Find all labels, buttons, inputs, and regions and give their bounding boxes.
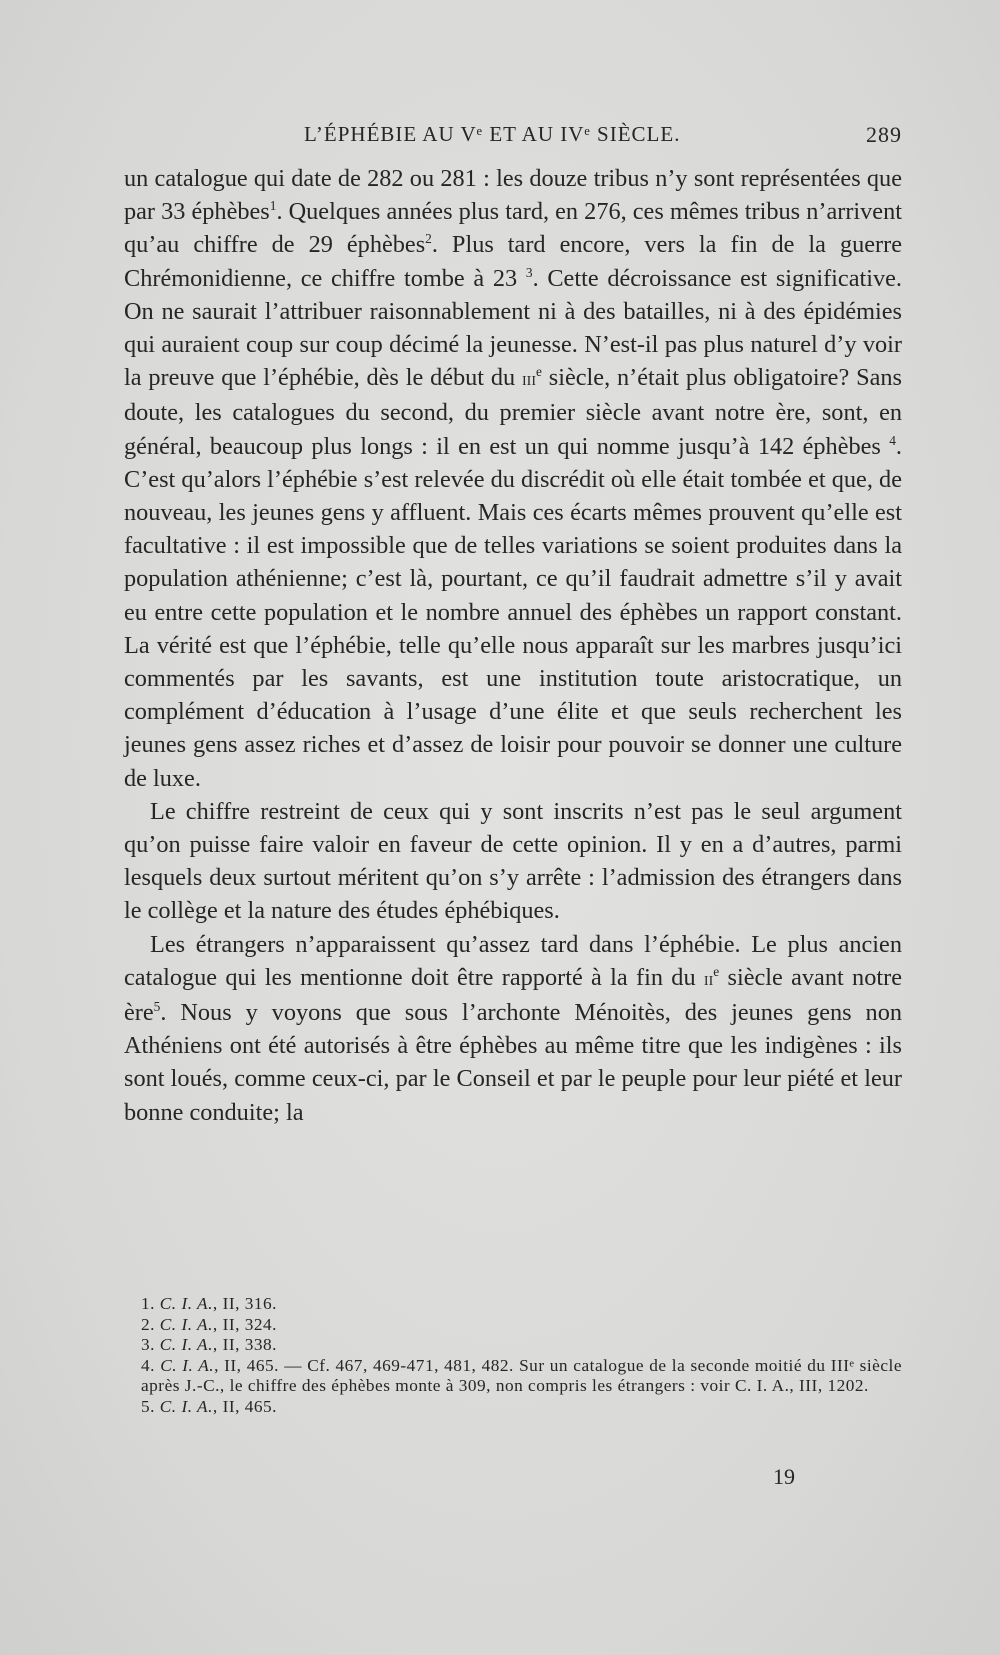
paragraph (124, 162, 902, 795)
footnote-marker: 4 (889, 432, 896, 448)
footnote-text: , II, 465. (212, 1396, 277, 1416)
footnote-reference: C. I. A. (159, 1294, 213, 1313)
footnote-marker: 5 (153, 998, 161, 1014)
footnote-number: 3. (141, 1335, 160, 1355)
footnote-marker: e (536, 364, 542, 380)
footnote-marker: e (713, 963, 720, 979)
footnote-text: , II, 316. (212, 1294, 277, 1313)
page-number: 289 (866, 122, 902, 147)
footnote-text: , II, 338. (212, 1335, 277, 1355)
printer-signature-mark: 19 (773, 1464, 795, 1489)
footnote-reference: C. I. A. (159, 1335, 213, 1355)
footnote-number: 2. (141, 1314, 160, 1334)
footnote-reference: C. I. A. (159, 1314, 213, 1334)
footnote-number: 5. (141, 1396, 160, 1416)
main-text (124, 162, 902, 1129)
footnote (124, 1335, 902, 1356)
footnote-reference: C. I. A. (159, 1396, 213, 1416)
footnote-text: , II, 324. (212, 1314, 277, 1334)
text-run: siècle avant notre ère (124, 963, 902, 1027)
roman-numeral: ii (703, 967, 714, 990)
footnote-marker: 3 (525, 264, 533, 280)
text-run: Le chiffre restreint de ceux qui y sont inscrits n’est pas le seul argument qu’on puisse faire valoir en faveur de cette opinion. Il y en a d’autres, parmi lesquels deux surtout méritent qu’on s’y arrête : l’admission des étrangers dans le collège et la nature des études éphébiques. (124, 797, 902, 925)
footnote (124, 1315, 902, 1336)
text-run: siècle, n’était plus obligatoire? Sans doute, les catalogues du second, du premier siècle avant notre ère, sont, en général, beaucoup plus longs : il en est un qui nomme jusqu’à 142 éphèbes (124, 364, 902, 460)
footnote-marker: 2 (425, 231, 432, 247)
footnote-text: , II, 465. — Cf. 467, 469-471, 481, 482. Sur un catalogue de la seconde moitié du IIIᵉ siècle après J.-C., le chiffre des éphèbes monte à 309, non compris les étrangers : voir C. I. A., III, 1202. (141, 1355, 902, 1396)
text-run: un catalogue qui date de 282 ou 281 : les douze tribus n’y sont représentées que par 33 éphèbes (124, 165, 902, 226)
text-run: . Quelques années plus tard, en 276, ces mêmes tribus n’arrivent qu’au chiffre de 29 éphèbes (124, 198, 902, 259)
running-title: L’ÉPHÉBIE AU Vᵉ ET AU IVᵉ SIÈCLE. (304, 122, 681, 146)
text-run: . Cette décroissance est significative. On ne saurait l’attribuer raisonnablement ni à des batailles, ni à des épidémies qui auraient coup sur coup décimé la jeunesse. N’est-il pas plus naturel d’y voir la preuve que l’éphébie, dès le début du (124, 264, 902, 392)
running-header (124, 122, 902, 152)
footnotes (124, 1294, 902, 1418)
footnote (124, 1356, 902, 1397)
footnote (124, 1397, 902, 1418)
footnote-reference: C. I. A. (160, 1355, 215, 1375)
footnote (124, 1294, 902, 1315)
text-run: . C’est qu’alors l’éphébie s’est relevée du discrédit où elle était tombée et que, de nouveau, les jeunes gens y affluent. Mais ces écarts mêmes prouvent qu’elle est facultative : il est impossible que de telles variations se soient produites dans la population athénienne; c’est là, pourtant, ce qu’il faudrait admettre s’il y avait eu entre cette population et le nombre annuel des éphèbes un rapport constant. La vérité est que l’éphébie, telle qu’elle nous apparaît sur les marbres jusqu’ici commentés par les savants, est une institution toute aristocratique, un complément d’éducation à l’usage d’une élite et que seuls recherchent les jeunes gens assez riches et d’assez de loisir pour pouvoir se donner une culture de luxe. (124, 432, 902, 792)
text-run: . Nous y voyons que sous l’archonte Ménoitès, des jeunes gens non Athéniens ont été autorisés à être éphèbes au même titre que les indigènes : ils sont loués, comme ceux-ci, par le Conseil et par le peuple pour leur piété et leur bonne conduite; la (124, 999, 902, 1126)
footnote-number: 4. (141, 1355, 161, 1375)
text-run: Les étrangers n’apparaissent qu’assez tard dans l’éphébie. Le plus ancien catalogue qui les mentionne doit être rapporté à la fin du (124, 930, 902, 991)
text-run: . Plus tard encore, vers la fin de la guerre Chrémonidienne, ce chiffre tombe à 23 (124, 231, 902, 292)
paragraph (124, 795, 902, 928)
footnote-number: 1. (141, 1294, 160, 1313)
paragraph (124, 928, 902, 1129)
footnote-marker: 1 (269, 198, 277, 214)
roman-numeral: iii (522, 368, 537, 391)
